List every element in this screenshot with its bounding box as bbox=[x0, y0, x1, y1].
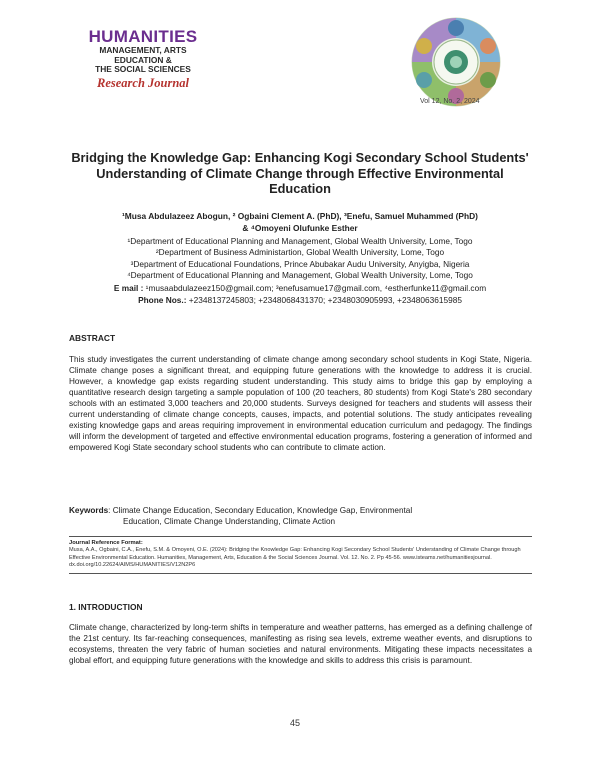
logo-research-journal: Research Journal bbox=[96, 75, 190, 90]
keywords-line-1 bbox=[69, 505, 532, 516]
paper-title: Bridging the Knowledge Gap: Enhancing Kogi Secondary School Students' Understanding of Climate Change through Effective Environmental Education bbox=[71, 150, 529, 196]
page-number: 45 bbox=[290, 718, 301, 728]
journal-reference-box bbox=[69, 536, 532, 574]
authors-line-1: ¹Musa Abdulazeez Abogun, ² Ogbaini Clement A. (PhD), ³Enefu, Samuel Muhammed (PhD) bbox=[122, 211, 478, 221]
phone-label: Phone Nos.: bbox=[138, 295, 187, 305]
keywords-list-2: Education, Climate Change Understanding, Climate Action bbox=[123, 517, 336, 526]
logo-subtitle-3: THE SOCIAL SCIENCES bbox=[95, 64, 191, 74]
abstract-text: This study investigates the current understanding of climate change among secondary school students in Kogi State, Nigeria. Climate change poses a significant threat, and equipping future generations with the knowledge to address it is crucial. However, a knowledge gap exists regarding student understanding. This study aims to bridge this gap by employing a quantitative research design targeting a sample population of 100 (20 teachers, 80 students) from Kogi State's 280 secondary schools with an estimated 3,000 teachers and 20,000 students. Surveys designed for teachers and students will assess their current understanding of climate change concepts, causes, impacts, and potential solutions. The study anticipates revealing existing knowledge gaps and areas requiring improvement in environmental education curriculum and pedagogy. The findings will inform the development of targeted and effective environmental education programs, fostering a generation of informed and empowered Kogi State secondary school students who can contribute to climate action. bbox=[69, 355, 532, 452]
journal-emblem-icon bbox=[410, 16, 502, 108]
email-line bbox=[40, 283, 560, 294]
authors-line-2: & ⁴Omoyeni Olufunke Esther bbox=[242, 223, 358, 233]
keywords-list-1: : Climate Change Education, Secondary Education, Knowledge Gap, Environmental bbox=[108, 506, 413, 515]
journal-logo bbox=[88, 28, 198, 90]
keywords bbox=[69, 505, 532, 527]
affiliation-3: ³Department of Educational Foundations, Prince Abubakar Audu University, Anyigba, Nigeria bbox=[130, 258, 470, 269]
logo-subtitle-2: EDUCATION & bbox=[114, 54, 172, 65]
email-addresses: ¹musaabdulazeez150@gmail.com; ³enefusamue17@gmail.com, ⁴estherfunke11@gmail.com bbox=[143, 283, 487, 293]
reference-text: Musa, A.A., Ogbaini, C.A., Enefu, S.M. & Omoyeni, O.E. (2024): Bridging the Knowledge Gap: Enhancing Kogi Secondary School Students' Understanding of Climate Change through Effective Environmental Education. Humanities, Management, Arts, Education & the Social Sciences Journal. Vol. 12. No. 2. Pp 45-56. www.isteams.net/humanitiesjournal. dx.doi.org/10.22624/AIMS/HUMANITIES/V12N2P6 bbox=[69, 547, 521, 569]
affiliations bbox=[60, 236, 540, 281]
logo-title: HUMANITIES bbox=[88, 27, 198, 46]
affiliation-2: ²Department of Business Administartion, Global Wealth University, Lome, Togo bbox=[155, 247, 445, 258]
email-label: E mail : bbox=[113, 283, 144, 293]
affiliation-1: ¹Department of Educational Planning and Management, Global Wealth University, Lome, Togo bbox=[127, 236, 473, 246]
introduction-text: Climate change, characterized by long-term shifts in temperature and weather patterns, has emerged as a defining challenge of the 21st century. Its far-reaching consequences, manifesting as rising sea levels, extreme weather events, and disruptions to ecosystems, threaten the very fabric of human societies and natural environments. Mitigating these impacts necessitates a global effort, and equipping future generations with the knowledge and skills to address this crisis is paramount. bbox=[69, 623, 532, 665]
phone-line bbox=[40, 295, 560, 306]
reference-heading: Journal Reference Format: bbox=[69, 540, 143, 546]
abstract-heading: ABSTRACT bbox=[69, 333, 116, 343]
affiliation-4: ⁴Department of Educational Planning and Management, Global Wealth University, Lome, Togo bbox=[127, 269, 473, 280]
keywords-label: Keywords bbox=[69, 506, 109, 515]
authors bbox=[70, 210, 530, 234]
logo-subtitle-1: MANAGEMENT, ARTS bbox=[99, 45, 187, 55]
volume-info: Vol 12, No. 2, 2024 bbox=[420, 98, 480, 105]
phone-numbers: +2348137245803; +2348068431370; +2348030905993, +2348063615985 bbox=[186, 295, 462, 305]
introduction-heading: 1. INTRODUCTION bbox=[69, 602, 143, 612]
